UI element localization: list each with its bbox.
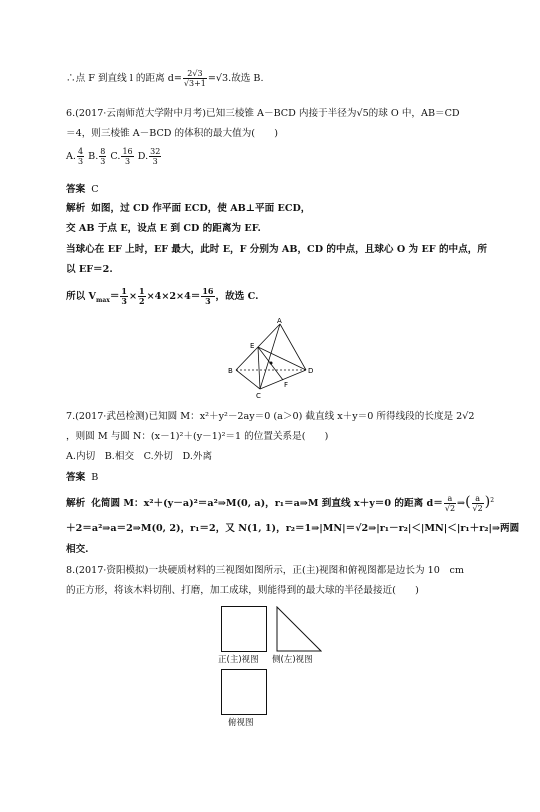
question-8-line-1: 8.(2017·资阳模拟)一块硬质材料的三视图如图所示，正(主)视图和俯视图都是边长为 10 cm bbox=[66, 565, 464, 576]
text: ∴点 F 到直线 l 的距离 d= bbox=[66, 73, 182, 84]
label-d: D bbox=[308, 367, 314, 375]
question-6-analysis-4: 以 EF＝2. bbox=[66, 264, 113, 275]
label-e: E bbox=[250, 342, 255, 350]
question-6-analysis-2: 交 AB 于点 E，设点 E 到 CD 的距离为 EF. bbox=[66, 223, 261, 234]
segment-ed bbox=[258, 347, 306, 370]
question-6-line-1: 6.(2017·云南师范大学附中月考)已知三棱锥 A－BCD 内接于半径为√5的球 O 中，AB＝CD bbox=[66, 108, 460, 119]
front-view-caption: 正(主)视图 bbox=[218, 655, 259, 665]
question-7-line-1: 7.(2017·武邑检测)已知圆 M：x²＋y²－2ay＝0 (a＞0) 截直线 x＋y＝0 所得线段的长度是 2√2 bbox=[66, 411, 475, 422]
label-a: A bbox=[277, 317, 282, 325]
question-8-line-2: 的正方形，将该木料切削、打磨，加工成球，则能得到的最大球的半径最接近( ) bbox=[66, 585, 419, 596]
segment-ec bbox=[258, 347, 260, 389]
question-7-answer: 答案 B bbox=[66, 472, 99, 483]
center-point bbox=[270, 362, 272, 364]
side-view-triangle bbox=[276, 606, 322, 652]
tetrahedron-figure bbox=[222, 315, 322, 400]
label-c: C bbox=[256, 392, 261, 400]
side-view-caption: 侧(左)视图 bbox=[272, 655, 313, 665]
edge-bc bbox=[236, 370, 260, 389]
distance-conclusion-line bbox=[66, 69, 264, 88]
fraction: $\frac{2√3}{√3+1}$ bbox=[183, 69, 206, 88]
label-f: F bbox=[284, 381, 289, 389]
label-b: B bbox=[228, 367, 233, 375]
question-7-analysis-3: 相交. bbox=[66, 544, 89, 555]
question-6-answer: 答案 C bbox=[66, 184, 99, 195]
question-6-analysis-5: 所以 $V_{max}=$ $\frac{1}{3}$ × $\frac{1}{2}$ ×4×2×4＝ $\frac{16}{3}$ ，故选 C. bbox=[66, 286, 259, 306]
top-view-caption: 俯视图 bbox=[228, 718, 254, 728]
edge-ad bbox=[280, 324, 306, 370]
question-7-options: A.内切 B.相交 C.外切 D.外离 bbox=[66, 451, 213, 462]
top-view-square bbox=[221, 669, 267, 715]
question-7-analysis-1: 解析 化简圆 M：x²＋(y－a)²＝a²⇒M(0, a)，r₁＝a⇒M 到直线 x＋y＝0 的距离 d＝ $\frac{a}{√2}$ ⇒( $\frac{a}{√2}$ )$^2$ bbox=[66, 494, 495, 514]
question-7-line-2: ，则圆 M 与圆 N：(x－1)²＋(y－1)²＝1 的位置关系是( ) bbox=[66, 431, 329, 442]
question-6-options: A. $\frac{4}{3}$ B. $\frac{8}{3}$ C. $\frac{16}{3}$ D. $\frac{32}{3}$ bbox=[66, 147, 161, 166]
front-view-square bbox=[221, 606, 267, 652]
question-6-analysis-3: 当球心在 EF 上时，EF 最大，此时 E，F 分别为 AB，CD 的中点，且球心 O 为 EF 的中点，所 bbox=[66, 244, 487, 255]
text: =√3.故选 B. bbox=[207, 73, 264, 84]
question-6-analysis-1: 解析 如图，过 CD 作平面 ECD，使 AB⊥平面 ECD， bbox=[66, 203, 311, 214]
question-7-analysis-2: ＋2＝a²⇒a＝2⇒M(0, 2)，r₁＝2，又 N(1, 1)，r₂＝1⇒|MN|＝√2⇒|r₁－r₂|＜|MN|＜|r₁＋r₂|⇒两圆 bbox=[66, 523, 520, 534]
question-6-line-2: ＝4，则三棱锥 A－BCD 的体积的最大值为( ) bbox=[66, 128, 278, 139]
